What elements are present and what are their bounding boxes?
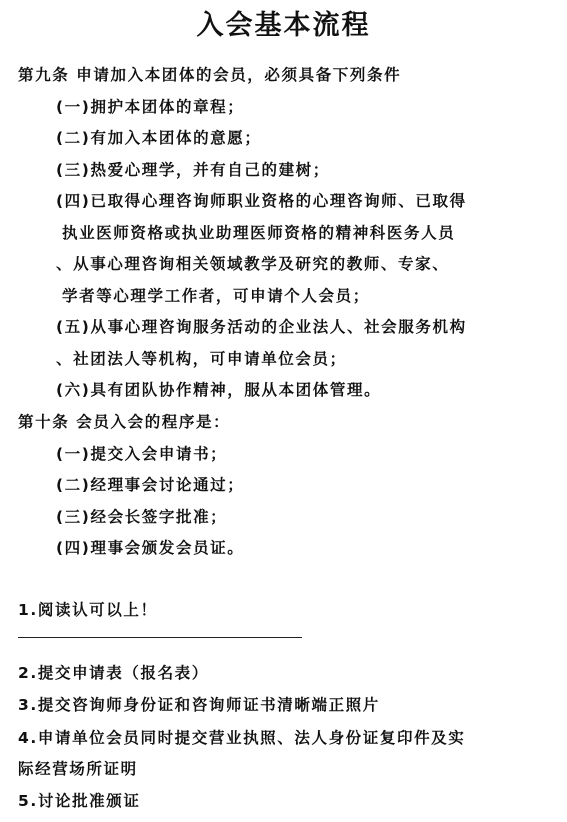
article-10-item-2: (二)经理事会讨论通过； (56, 476, 245, 494)
page-title: 入会基本流程 (196, 10, 371, 41)
article-9-item-1: (一)拥护本团体的章程； (56, 98, 245, 116)
step-2: 2.提交申请表（报名表） (18, 664, 209, 682)
article-9-item-3: (三)热爱心理学，并有自己的建树； (56, 161, 330, 179)
article-10-heading: 第十条 会员入会的程序是： (18, 413, 231, 431)
article-9-item-4: (四)已取得心理咨询师职业资格的心理咨询师、已取得 (56, 192, 467, 210)
article-9-item-6: (六)具有团队协作精神，服从本团体管理。 (56, 381, 382, 399)
step-4-cont: 际经营场所证明 (18, 760, 138, 778)
article-9-item-5-cont: 、社团法人等机构，可申请单位会员； (56, 350, 347, 368)
divider-line (18, 637, 302, 638)
article-9-item-5: (五)从事心理咨询服务活动的企业法人、社会服务机构 (56, 318, 467, 336)
article-9-item-2: (二)有加入本团体的意愿； (56, 129, 262, 147)
article-10-item-1: (一)提交入会申请书； (56, 445, 228, 463)
step-5: 5.讨论批准颁证 (18, 792, 141, 810)
article-9-item-4-cont-2: 、从事心理咨询相关领域教学及研究的教师、专家、 (56, 255, 450, 273)
step-3: 3.提交咨询师身份证和咨询师证书清晰端正照片 (18, 696, 380, 714)
article-9-item-4-cont-1: 执业医师资格或执业助理医师资格的精神科医务人员 (62, 224, 456, 242)
article-10-item-3: (三)经会长签字批准； (56, 508, 228, 526)
step-1: 1.阅读认可以上！ (18, 601, 158, 619)
article-9-heading: 第九条 申请加入本团体的会员，必须具备下列条件 (18, 66, 402, 84)
article-9-item-4-cont-3: 学者等心理学工作者，可申请个人会员； (62, 287, 370, 305)
step-4: 4.申请单位会员同时提交营业执照、法人身份证复印件及实 (18, 729, 466, 747)
article-10-item-4: (四)理事会颁发会员证。 (56, 539, 245, 557)
